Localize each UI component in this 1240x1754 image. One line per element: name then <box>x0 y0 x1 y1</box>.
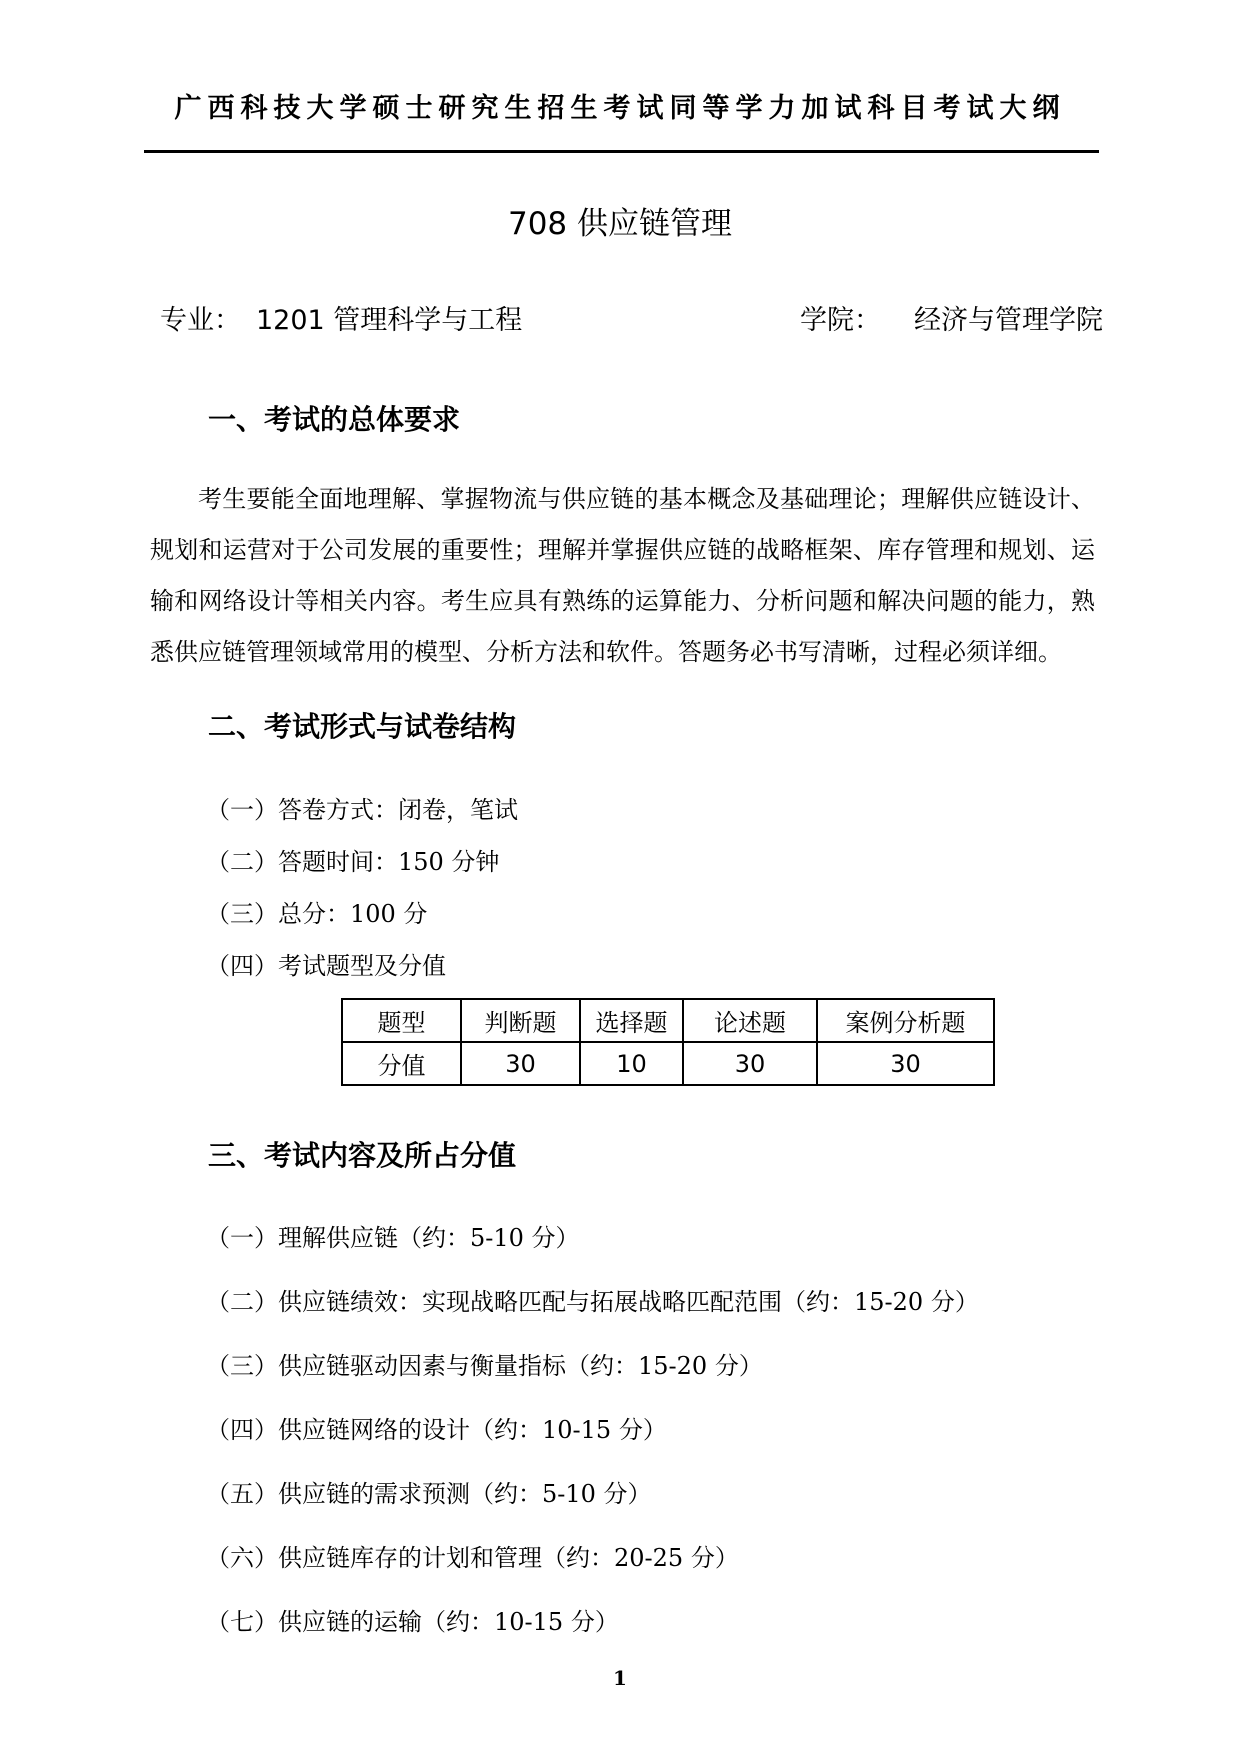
table-cell: 选择题 <box>580 999 683 1042</box>
table-cell: 题型 <box>342 999 461 1042</box>
list-item: （四）供应链网络的设计（约：10-15 分） <box>206 1416 667 1444</box>
list-item: （二）供应链绩效：实现战略匹配与拓展战略匹配范围（约：15-20 分） <box>206 1288 979 1316</box>
list-item: （三）供应链驱动因素与衡量指标（约：15-20 分） <box>206 1352 763 1380</box>
table-row <box>342 999 994 1042</box>
list-item: （四）考试题型及分值 <box>206 952 446 980</box>
page-number: 1 <box>613 1666 627 1690</box>
list-item: （五）供应链的需求预测（约：5-10 分） <box>206 1480 652 1508</box>
major-label: 专业： <box>160 305 241 336</box>
table-cell: 案例分析题 <box>817 999 994 1042</box>
score-table <box>341 998 995 1086</box>
list-item: （七）供应链的运输（约：10-15 分） <box>206 1608 619 1636</box>
document-title: 708 供应链管理 <box>507 206 733 242</box>
table-cell: 10 <box>580 1042 683 1085</box>
table-cell: 判断题 <box>461 999 580 1042</box>
section-heading-exam-format: 二、考试形式与试卷结构 <box>208 710 517 743</box>
list-item: （一）答卷方式：闭卷，笔试 <box>206 796 518 824</box>
list-item: （二）答题时间：150 分钟 <box>206 848 500 876</box>
section-heading-exam-content: 三、考试内容及所占分值 <box>208 1139 517 1172</box>
table-cell: 30 <box>683 1042 817 1085</box>
list-item: （六）供应链库存的计划和管理（约：20-25 分） <box>206 1544 739 1572</box>
college-value: 经济与管理学院 <box>914 305 1103 336</box>
table-cell: 30 <box>817 1042 994 1085</box>
table-cell: 30 <box>461 1042 580 1085</box>
table-cell: 分值 <box>342 1042 461 1085</box>
major-value: 1201 管理科学与工程 <box>256 305 523 336</box>
college-label: 学院： <box>800 305 881 336</box>
section-heading-general-requirements: 一、考试的总体要求 <box>208 403 461 436</box>
list-item: （一）理解供应链（约：5-10 分） <box>206 1224 580 1252</box>
header-title: 广西科技大学硕士研究生招生考试同等学力加试科目考试大纲 <box>174 93 1066 124</box>
table-cell: 论述题 <box>683 999 817 1042</box>
general-requirements-paragraph: 考生要能全面地理解、掌握物流与供应链的基本概念及基础理论；理解供应链设计、规划和运营对于公司发展的重要性；理解并掌握供应链的战略框架、库存管理和规划、运输和网络设计等相关内容。考生应具有熟练的运算能力、分析问题和解决问题的能力，熟悉供应链管理领域常用的模型、分析方法和软件。答题务必书写清晰，过程必须详细。 <box>150 485 1095 666</box>
table-row <box>342 1042 994 1085</box>
list-item: （三）总分：100 分 <box>206 900 428 928</box>
header-divider <box>144 150 1099 153</box>
